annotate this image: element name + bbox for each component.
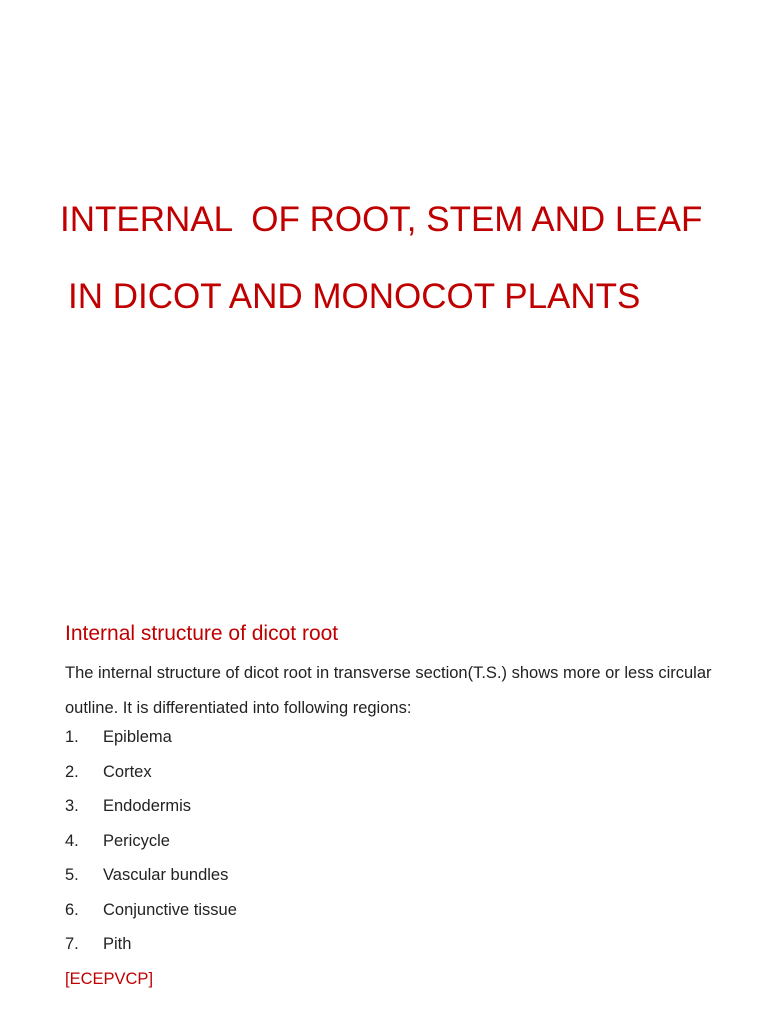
section-heading: Internal structure of dicot root <box>65 622 339 645</box>
list-item-label: Cortex <box>103 762 152 781</box>
page-title-line-1: INTERNAL OF ROOT, STEM AND LEAF <box>60 200 703 239</box>
list-item <box>65 927 237 962</box>
list-item-label: Epiblema <box>103 728 172 746</box>
list-item <box>65 755 237 790</box>
mnemonic-text: [ECEPVCP] <box>65 970 154 988</box>
list-item-number: 5. <box>65 866 79 884</box>
list-item-number: 1. <box>65 728 79 746</box>
list-item-number: 2. <box>65 762 79 781</box>
list-item-number: 6. <box>65 900 79 919</box>
list-item-label: Endodermis <box>103 797 192 815</box>
list-item-label: Conjunctive tissue <box>103 900 237 919</box>
intro-paragraph: The internal structure of dicot root in transverse section(T.S.) shows more or less circular outline. It is differentiated into following regions: <box>65 664 712 717</box>
list-item <box>65 789 237 824</box>
page-title-line-2: IN DICOT AND MONOCOT PLANTS <box>68 277 641 316</box>
list-item-number: 4. <box>65 831 79 850</box>
list-item <box>65 720 237 755</box>
list-item <box>65 858 237 893</box>
list-item-label: Pith <box>103 935 132 953</box>
list-item <box>65 893 237 928</box>
list-item-number: 7. <box>65 935 79 953</box>
list-item-label: Vascular bundles <box>103 866 229 884</box>
list-item-number: 3. <box>65 797 79 815</box>
regions-list <box>65 720 237 962</box>
list-item-label: Pericycle <box>103 831 170 850</box>
list-item <box>65 824 237 859</box>
